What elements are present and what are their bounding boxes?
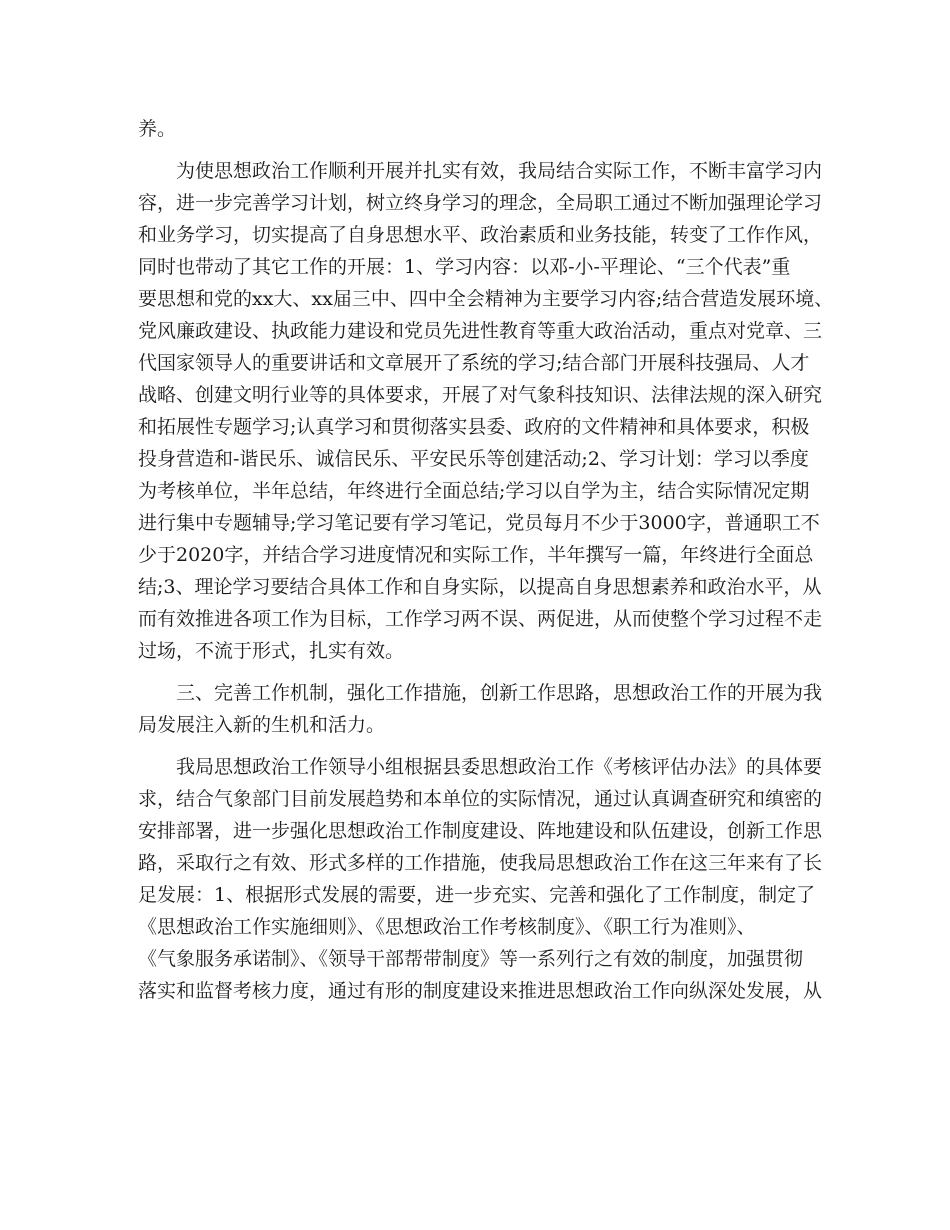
text-line: 党风廉政建设、执政能力建设和党员先进性教育等重大政治活动，重点对党章、三	[138, 320, 823, 342]
text-line: 少于2020字，并结合学习进度情况和实际工作，半年撰写一篇，年终进行全面总	[138, 544, 814, 566]
section-heading-line: 三、完善工作机制，强化工作措施，创新工作思路，思想政治工作的开展为我	[176, 682, 823, 704]
text-line: 落实和监督考核力度，通过有形的制度建设来推进思想政治工作向纵深处发展，从	[138, 980, 823, 1002]
text-line: 代国家领导人的重要讲话和文章展开了系统的学习;结合部门开展科技强局、人才	[138, 352, 810, 374]
text-line: 和拓展性专题学习;认真学习和贯彻落实县委、政府的文件精神和具体要求，积极	[138, 416, 810, 438]
paragraph-first-line: 为使思想政治工作顺利开展并扎实有效，我局结合实际工作，不断丰富学习内	[176, 160, 823, 182]
text-line: 容，进一步完善学习计划，树立终身学习的理念，全局职工通过不断加强理论学习	[138, 192, 823, 214]
section-heading-line: 局发展注入新的生机和活力。	[138, 714, 386, 736]
text-line: 战略、创建文明行业等的具体要求，开展了对气象科技知识、法律法规的深入研究	[138, 384, 823, 406]
text-line: 《气象服务承诺制》、《领导干部帮带制度》等一系列行之有效的制度，加强贯彻	[138, 948, 804, 970]
text-line: 足发展：1、根据形式发展的需要，进一步充实、完善和强化了工作制度，制定了	[138, 884, 816, 906]
text-line: 《思想政治工作实施细则》、《思想政治工作考核制度》、《职工行为准则》、	[138, 916, 756, 938]
text-line: 为考核单位，半年总结，年终进行全面总结;学习以自学为主，结合实际情况定期	[138, 480, 810, 502]
text-line: 同时也带动了其它工作的开展：1、学习内容：以邓-小-平理论、“三个代表”重	[138, 256, 791, 278]
text-line: 要思想和党的xx大、xx届三中、四中全会精神为主要学习内容;结合营造发展环境、	[138, 288, 834, 310]
text-line: 投身营造和-谐民乐、诚信民乐、平安民乐等创建活动;2、学习计划：学习以季度	[138, 448, 809, 470]
paragraph-first-line: 我局思想政治工作领导小组根据县委思想政治工作《考核评估办法》的具体要	[176, 756, 823, 778]
text-line: 而有效推进各项工作为目标，工作学习两不误、两促进，从而使整个学习过程不走	[138, 608, 823, 630]
text-line: 路，采取行之有效、形式多样的工作措施，使我局思想政治工作在这三年来有了长	[138, 852, 823, 874]
text-line: 养。	[138, 118, 177, 140]
text-line: 结;3、理论学习要结合具体工作和自身实际，以提高自身思想素养和政治水平，从	[138, 576, 822, 598]
text-line: 和业务学习，切实提高了自身思想水平、政治素质和业务技能，转变了工作作风，	[138, 224, 823, 246]
text-line: 安排部署，进一步强化思想政治工作制度建设、阵地建设和队伍建设，创新工作思	[138, 820, 823, 842]
text-line: 进行集中专题辅导;学习笔记要有学习笔记，党员每月不少于3000字，普通职工不	[138, 512, 820, 534]
text-line: 过场，不流于形式，扎实有效。	[138, 640, 405, 662]
text-line: 求，结合气象部门目前发展趋势和本单位的实际情况，通过认真调查研究和缜密的	[138, 788, 823, 810]
